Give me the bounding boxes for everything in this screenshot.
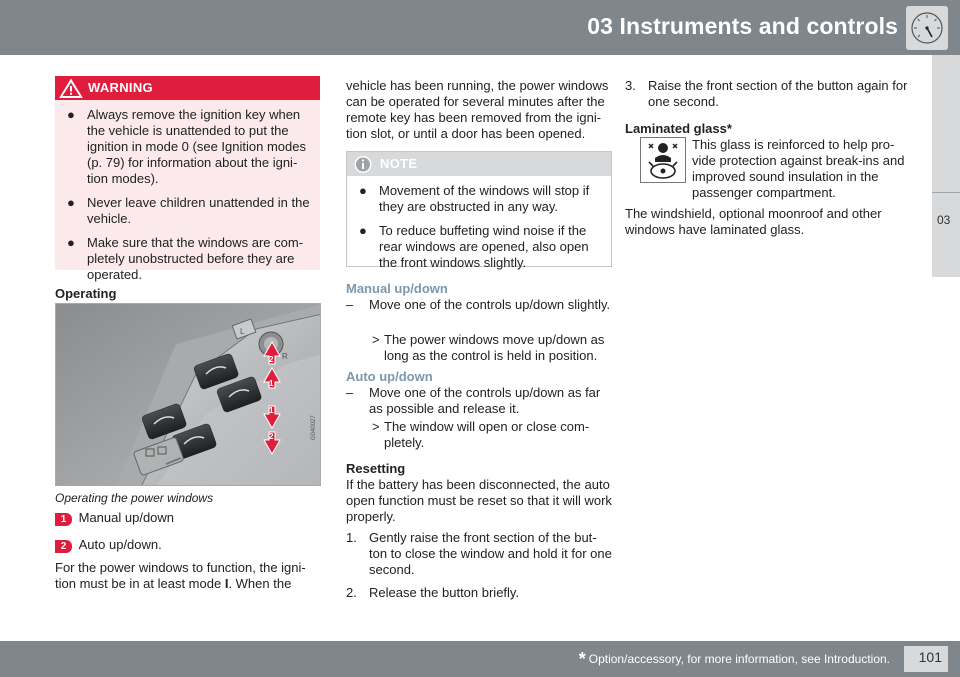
info-icon (353, 155, 373, 174)
legend-item (55, 510, 174, 526)
manual-step: – Move one of the controls up/down slightly. (346, 297, 611, 312)
power-window-controls-photo (55, 303, 321, 486)
operating-heading: Operating (55, 286, 117, 301)
warning-item: ● Always remove the ignition key when the vehicle is unattended to put the ignition in mode 0 (see Ignition modes (p. 79) for information about the igni-tion modes). (67, 107, 306, 186)
auto-result: > The window will open or close com-pletely. (372, 419, 590, 450)
page-footer (0, 641, 960, 677)
svg-text:L: L (240, 327, 245, 336)
footer-star: * (578, 649, 586, 669)
reset-step-num: 3. (625, 78, 636, 93)
note-title: NOTE (380, 156, 418, 171)
note-item: ● Movement of the windows will stop if they are obstructed in any way. (359, 183, 590, 214)
legend-badge: 1 (55, 513, 72, 526)
svg-text:2: 2 (269, 355, 274, 364)
note-header (347, 152, 611, 176)
reset-step (346, 530, 614, 578)
legend-badge: 2 (55, 540, 72, 553)
manual-result: > The power windows move up/down as long as the control is held in position. (372, 332, 605, 363)
warning-item: ● Make sure that the windows are com-pletely unobstructed before they are operated. (67, 235, 304, 282)
svg-text:2: 2 (269, 432, 274, 441)
manual-step-text: Move one of the controls up/down slightly. (369, 297, 611, 312)
gauge-icon-box (906, 6, 948, 50)
auto-result-text: The window will open or close com-pletely. (384, 419, 590, 450)
reset-step-text: Raise the front section of the button again for one second. (648, 78, 908, 109)
warning-item: ● Never leave children unattended in the vehicle. (67, 195, 310, 226)
warning-header (55, 76, 320, 100)
svg-text:R: R (282, 352, 288, 361)
laminated-heading: Laminated glass* (625, 121, 732, 136)
warning-box (55, 76, 320, 282)
page-number: 101 (918, 649, 942, 665)
reset-step-num: 2. (346, 585, 357, 600)
operating-body-line2: tion must be in at least mode (55, 576, 225, 591)
operating-body-mode: I (224, 576, 229, 591)
note-item: ● To reduce buffeting wind noise if the rear windows are opened, also open the front windows slightly. (359, 223, 589, 270)
legend-item (55, 537, 162, 553)
reset-step (625, 78, 910, 110)
note-item-text: Movement of the windows will stop if they are obstructed in any way. (379, 183, 590, 214)
side-tab-divider (932, 192, 960, 193)
warning-title: WARNING (88, 80, 153, 95)
auto-step: – Move one of the controls up/down as far as possible and release it. (346, 385, 601, 416)
warning-item-text: Never leave children unattended in the vehicle. (87, 195, 310, 226)
legend-text: Manual up/down (78, 510, 175, 525)
laminated-glass-icon (640, 137, 686, 183)
resetting-body: If the battery has been disconnected, the auto open function must be reset so that it will work properly. (346, 477, 612, 524)
auto-heading: Auto up/down (346, 369, 433, 384)
photo-code: G040027 (311, 415, 317, 440)
manual-result-text: The power windows move up/down as long as the control is held in position. (384, 332, 605, 363)
reset-step (346, 585, 614, 601)
warning-item-text: Always remove the ignition key when the vehicle is unattended to put the ignition in mode 0 (see Ignition modes (p. 79) for information about the igni-tion modes). (87, 107, 306, 186)
svg-text:1: 1 (269, 406, 274, 415)
manual-heading: Manual up/down (346, 281, 448, 296)
note-list (347, 183, 611, 271)
operating-body-line1: For the power windows to function, the igni- (55, 560, 306, 575)
page-header (0, 0, 960, 55)
note-box (346, 151, 612, 270)
legend-text: Auto up/down. (78, 537, 162, 552)
warning-list (55, 107, 320, 283)
windshield-text: The windshield, optional moonroof and other windows have laminated glass. (625, 206, 882, 237)
chapter-title: 03 Instruments and controls (587, 13, 898, 39)
photo-caption: Operating the power windows (55, 491, 214, 505)
chapter-side-tab (932, 55, 960, 277)
power-window-illustration (56, 304, 321, 486)
side-tab-chapter: 03 (937, 213, 951, 227)
laminated-glass-icon-art (641, 138, 685, 182)
resetting-heading: Resetting (346, 461, 406, 476)
warning-triangle-icon (59, 78, 83, 99)
reset-step-text: Release the button briefly. (369, 585, 520, 600)
operating-body-end: . When the (228, 576, 292, 591)
note-item-text: To reduce buffeting wind noise if the rear windows are opened, also open the front windows slightly. (379, 223, 589, 270)
footer-note (579, 651, 890, 667)
footer-note-text: Option/accessory, for more information, see Introduction. (588, 652, 890, 666)
reset-step-num: 1. (346, 530, 357, 545)
intro-paragraph: vehicle has been running, the power windows can be operated for several minutes after the remote key has been removed from the igni-tion slot, or until a door has been opened. (346, 78, 609, 141)
auto-step-text: Move one of the controls up/down as far as possible and release it. (369, 385, 601, 416)
gauge-icon (909, 10, 945, 46)
laminated-body: This glass is reinforced to help pro-vide protection against break-ins and improved sound insulation in the passenger compartment. (692, 137, 905, 200)
svg-text:1: 1 (269, 379, 274, 388)
reset-step-text: Gently raise the front section of the but-ton to close the window and hold it for one second. (369, 530, 612, 577)
operating-body (55, 560, 323, 592)
warning-item-text: Make sure that the windows are com-pletely unobstructed before they are operated. (87, 235, 304, 282)
